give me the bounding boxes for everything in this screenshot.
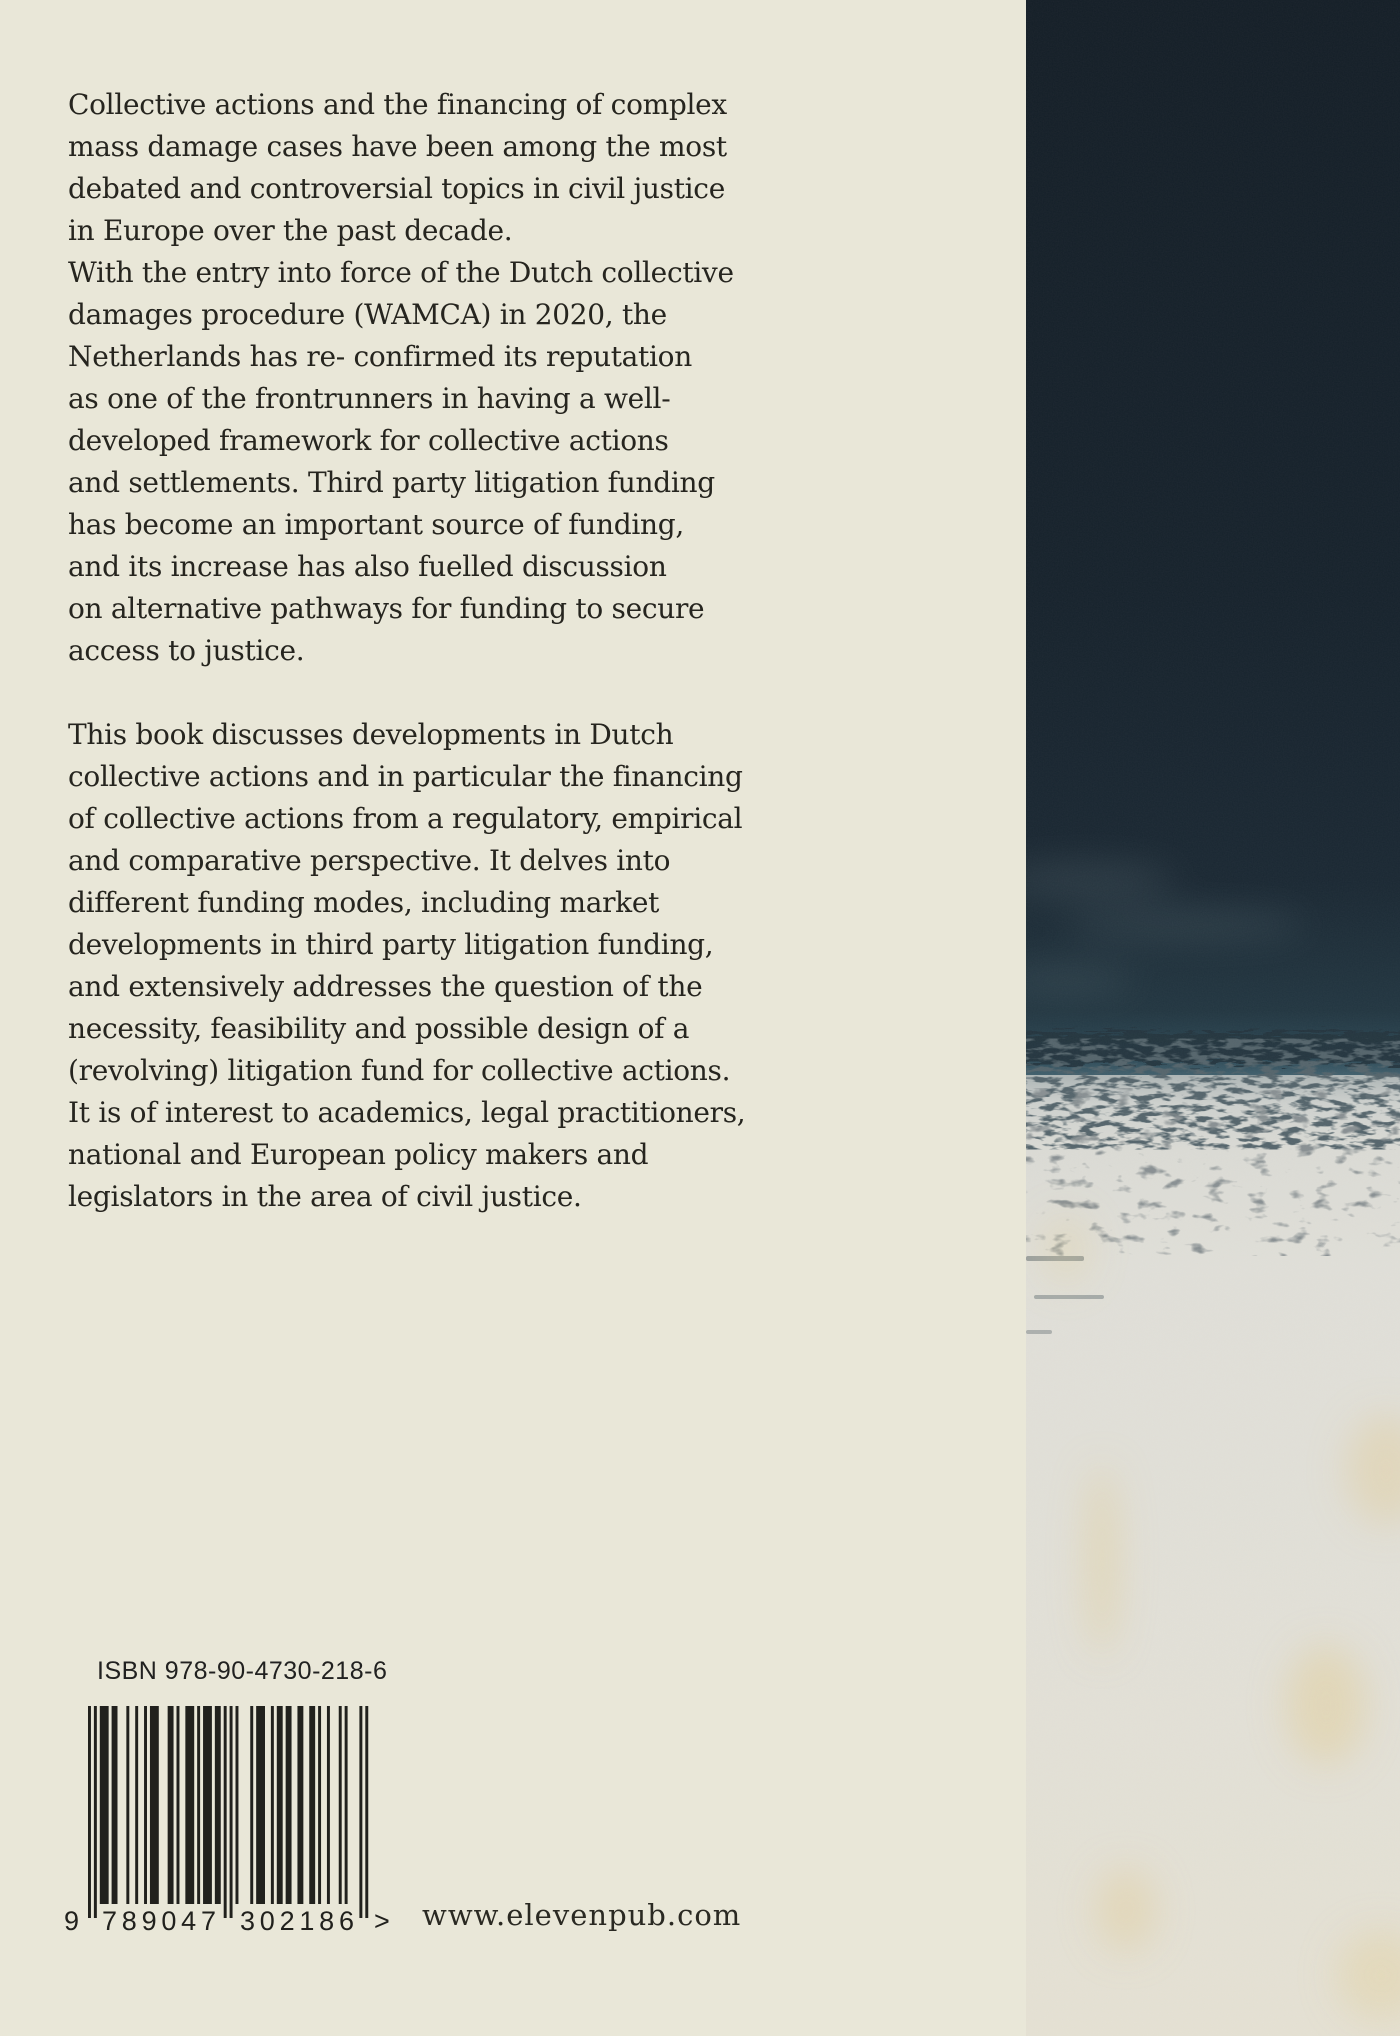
blurb-line: of collective actions from a regulatory, empirical bbox=[68, 802, 743, 835]
art-grain bbox=[1026, 0, 1400, 2036]
blurb-line: collective actions and in particular the financing bbox=[68, 760, 743, 793]
blurb-paragraph-1 bbox=[68, 84, 1018, 672]
isbn-label: ISBN 978-90-4730-218-6 bbox=[97, 1657, 388, 1685]
blurb-line: access to justice. bbox=[68, 634, 305, 667]
blurb bbox=[68, 84, 1018, 1218]
blurb-line: on alternative pathways for funding to secure bbox=[68, 592, 705, 625]
blurb-line: With the entry into force of the Dutch collective bbox=[68, 256, 734, 289]
barcode-digits-right: 302186 bbox=[240, 1906, 354, 1936]
blurb-line: This book discusses developments in Dutch bbox=[68, 718, 674, 751]
blurb-line: mass damage cases have been among the most bbox=[68, 130, 727, 163]
barcode-digits-left: 789047 bbox=[102, 1906, 216, 1936]
blurb-line: developments in third party litigation funding, bbox=[68, 928, 714, 961]
blurb-line: and comparative perspective. It delves into bbox=[68, 844, 671, 877]
blurb-line: national and European policy makers and bbox=[68, 1138, 649, 1171]
blurb-line: legislators in the area of civil justice. bbox=[68, 1180, 582, 1213]
blurb-line: and settlements. Third party litigation funding bbox=[68, 466, 715, 499]
blurb-line: and its increase has also fuelled discussion bbox=[68, 550, 667, 583]
blurb-line: developed framework for collective actions bbox=[68, 424, 669, 457]
cover-artwork bbox=[1026, 0, 1400, 2036]
blurb-line: and extensively addresses the question of the bbox=[68, 970, 703, 1003]
blurb-line: as one of the frontrunners in having a well- bbox=[68, 382, 671, 415]
blurb-line: debated and controversial topics in civil justice bbox=[68, 172, 725, 205]
publisher-website: www.elevenpub.com bbox=[422, 1898, 742, 1932]
barcode-bars bbox=[88, 1706, 368, 1918]
blurb-line: (revolving) litigation fund for collective actions. bbox=[68, 1054, 731, 1087]
blurb-line: necessity, feasibility and possible design of a bbox=[68, 1012, 690, 1045]
blurb-line: has become an important source of funding, bbox=[68, 508, 684, 541]
blurb-line: different funding modes, including market bbox=[68, 886, 660, 919]
barcode-digit-lead: 9 bbox=[64, 1906, 80, 1936]
blurb-line: damages procedure (WAMCA) in 2020, the bbox=[68, 298, 667, 331]
isbn-barcode bbox=[58, 1698, 398, 1938]
blurb-line: It is of interest to academics, legal practitioners, bbox=[68, 1096, 746, 1129]
blurb-line: Collective actions and the financing of complex bbox=[68, 88, 727, 121]
barcode-end-marker: > bbox=[374, 1906, 390, 1936]
blurb-paragraph-2 bbox=[68, 714, 1018, 1218]
blurb-line: in Europe over the past decade. bbox=[68, 214, 513, 247]
blurb-line: Netherlands has re- confirmed its reputation bbox=[68, 340, 692, 373]
